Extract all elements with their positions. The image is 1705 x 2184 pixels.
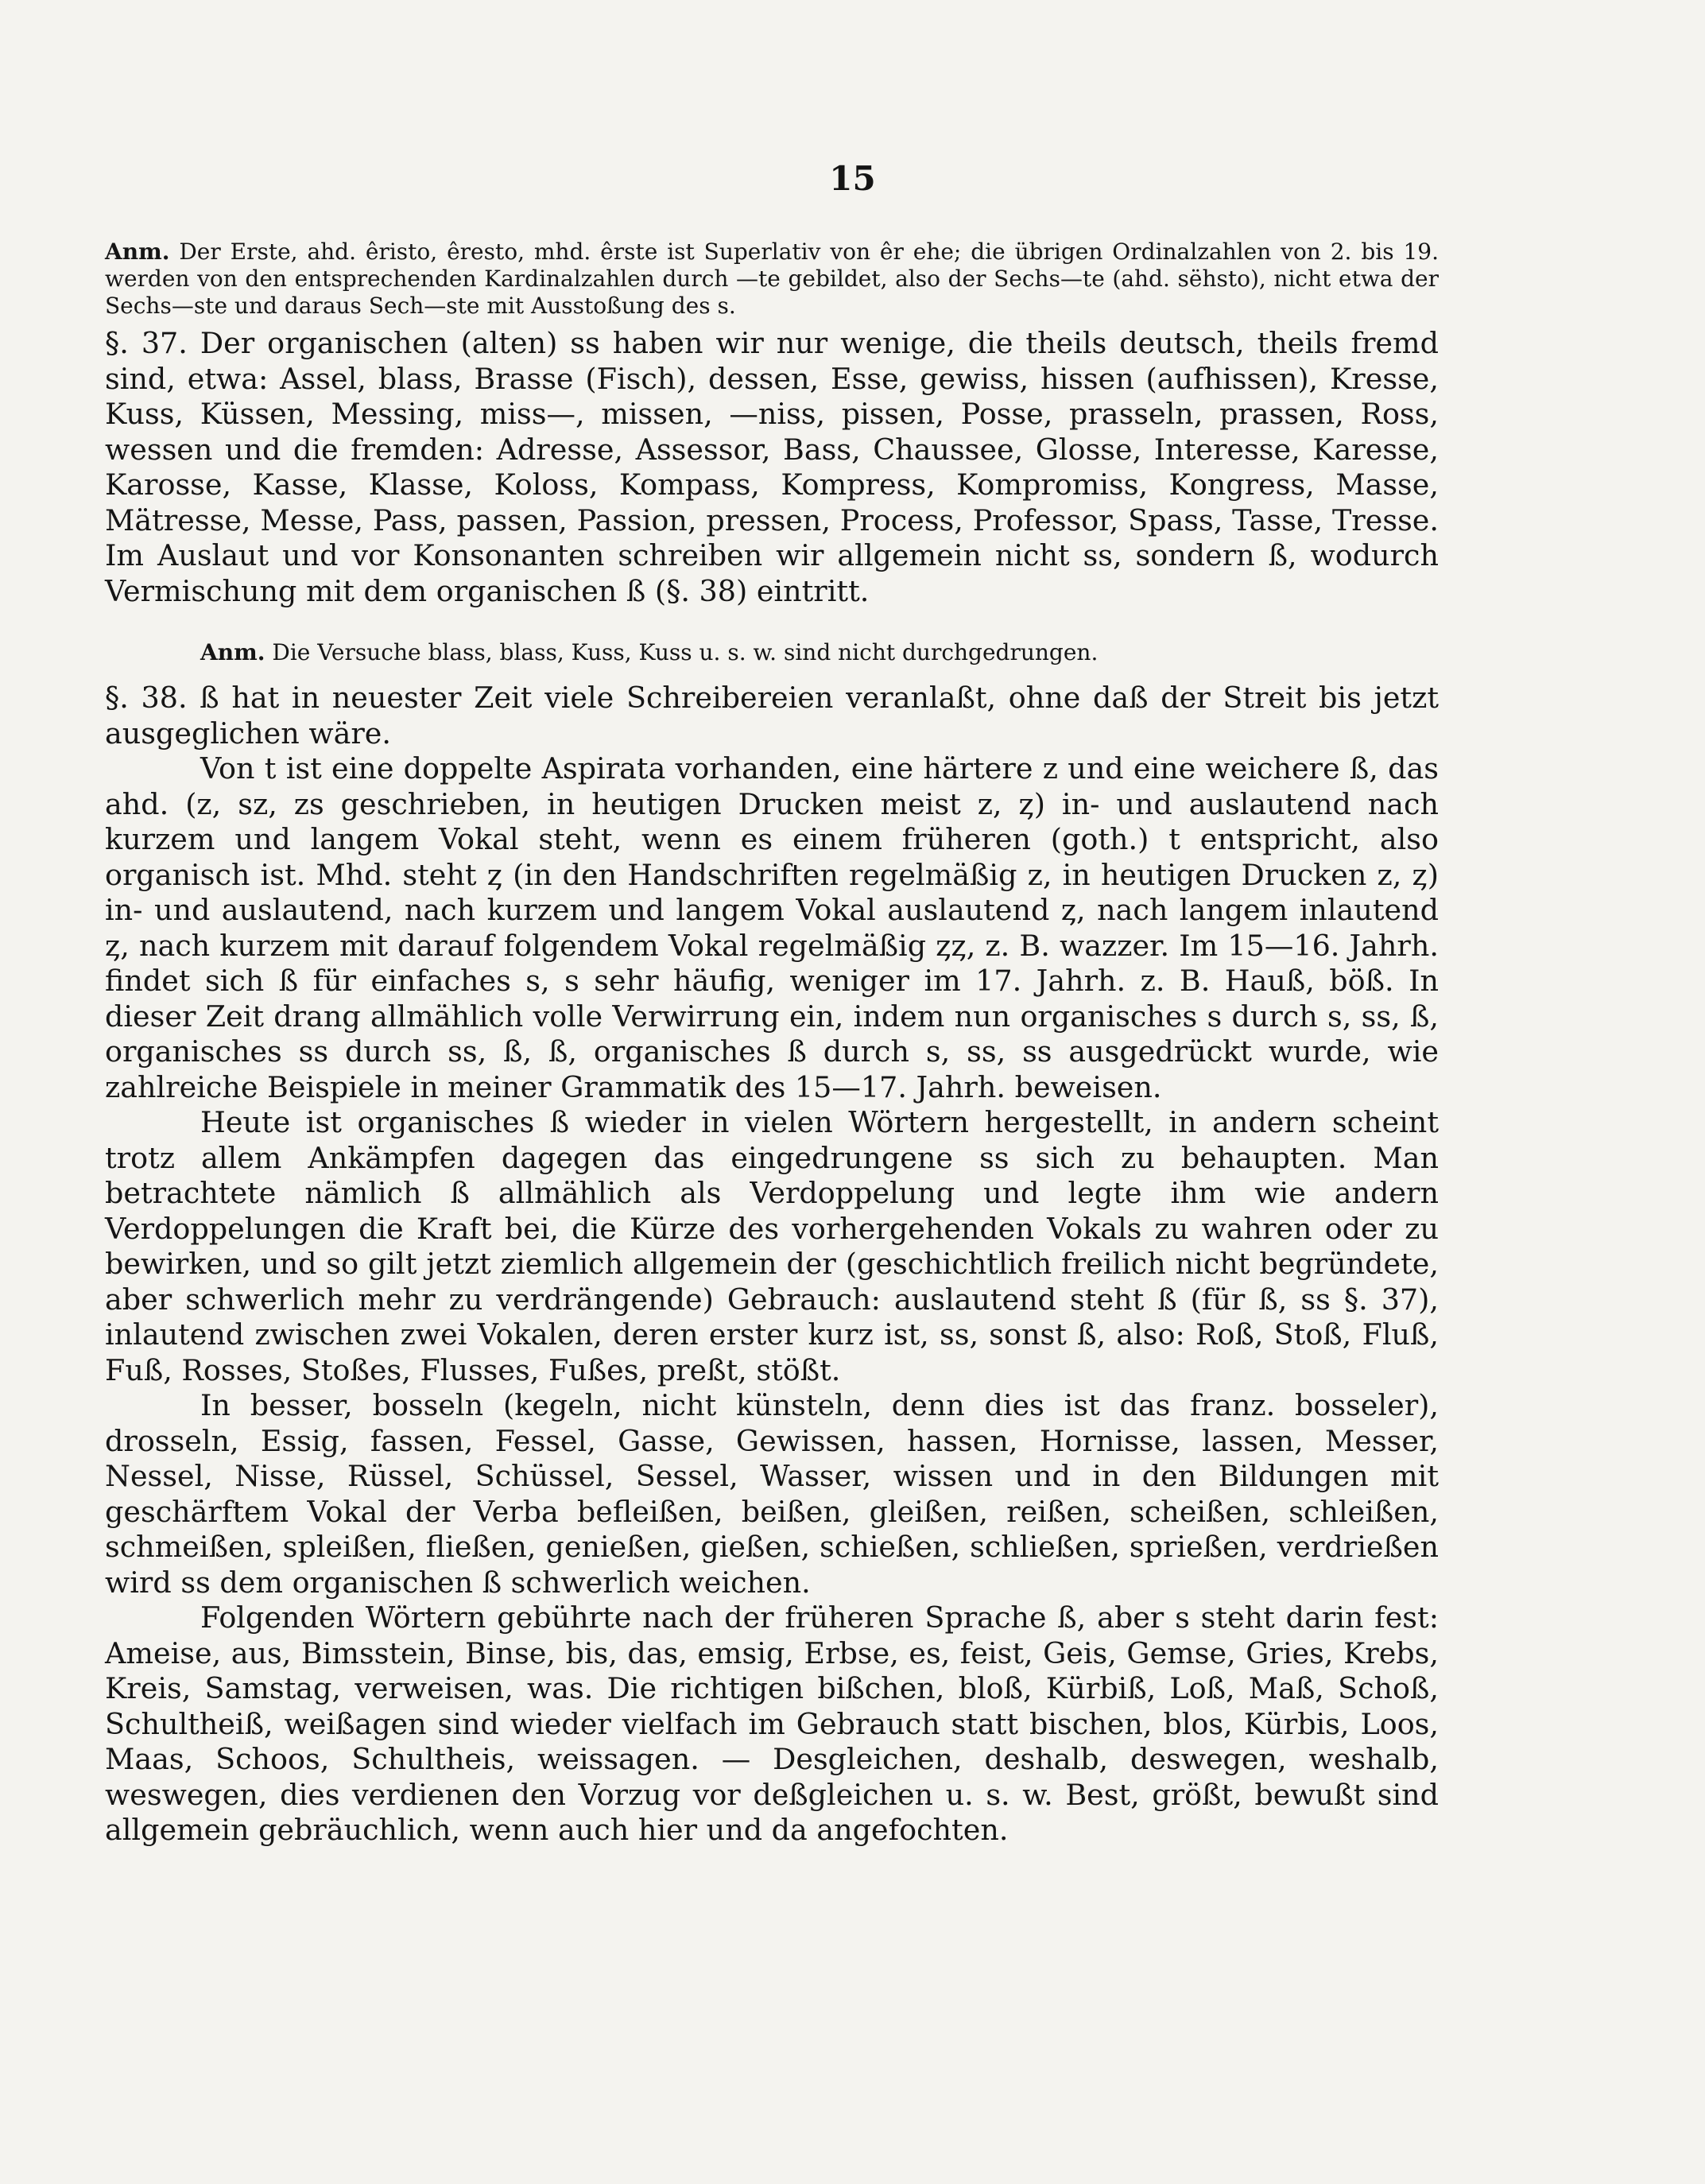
section-38-paragraph: Heute ist organisches ß wieder in vielen Wörtern hergestellt, in andern scheint trotz allem Ankämpfen dagegen das eingedrungene ss sich zu behaupten. Man betrachtete nämlich ß allmählich als Verdoppelung und legte ihm wie andern Verdoppelungen die Kraft bei, die Kürze des vorhergehenden Vokals zu wahren oder zu bewirken, und so gilt jetzt ziemlich allgemein der (geschichtlich freilich nicht begründete, aber schwerlich mehr zu verdrängende) Gebrauch: auslautend steht ß (für ß, ss §. 37), inlautend zwischen zwei Vokalen, deren erster kurz ist, ss, sonst ß, also: Roß, Stoß, Fluß, Fuß, Rosses, Stoßes, Flusses, Fußes, preßt, stößt. [105, 1105, 1439, 1387]
section-37-label: §. 37. [105, 326, 188, 360]
page-number: 15 [829, 159, 876, 198]
section-38-intro-text: ß hat in neuester Zeit viele Schreibereien veranlaßt, ohne daß der Streit bis jetzt ausgeglichen wäre. [105, 681, 1439, 751]
section-37-text: Der organischen (alten) ss haben wir nur wenige, die theils deutsch, theils fremd sind, etwa: Assel, blass, Brasse (Fisch), dessen, Esse, gewiss, hissen (aufhissen), Kresse, Kuss, Küssen, Messing, miss—, missen, —niss, pissen, Posse, prasseln, prassen, Ross, wessen und die fremden: Adresse, Assessor, Bass, Chaussee, Glosse, Interesse, Karesse, Karosse, Kasse, Klasse, Koloss, Kompass, Kompress, Kompromiss, Kongress, Masse, Mätresse, Messe, Pass, passen, Passion, pressen, Process, Professor, Spass, Tasse, Tresse. Im Auslaut und vor Konsonanten schreiben wir allgemein nicht ss, sondern ß, wodurch Vermischung mit dem organischen ß (§. 38) eintritt. [105, 326, 1439, 608]
note-failed-attempts [105, 639, 1439, 666]
section-38-label: §. 38. [105, 681, 188, 715]
note-label: Anm. [105, 239, 170, 265]
note-paragraph [105, 639, 1439, 666]
section-38-paragraph: Von t ist eine doppelte Aspirata vorhanden, eine härtere z und eine weichere ß, das ahd. (z, sz, zs geschrieben, in heutigen Drucken meist z, ȥ) in- und auslautend nach kurzem und langem Vokal steht, wenn es einem früheren (goth.) t entspricht, also organisch ist. Mhd. steht ȥ (in den Handschriften regelmäßig z, in heutigen Drucken z, ȥ) in- und auslautend, nach kurzem und langem Vokal auslautend ȥ, nach langem inlautend ȥ, nach kurzem mit darauf folgendem Vokal regelmäßig ȥȥ, z. B. wazzer. Im 15—16. Jahrh. findet sich ß für einfaches s, s sehr häufig, weniger im 17. Jahrh. z. B. Hauß, böß. In dieser Zeit drang allmählich volle Verwirrung ein, indem nun organisches s durch s, ss, ß, organisches ss durch ss, ß, ß, organisches ß durch s, ss, ss ausgedrückt wurde, wie zahlreiche Beispiele in meiner Grammatik des 15—17. Jahrh. beweisen. [105, 751, 1439, 1104]
note-text: Die Versuche blass, blass, Kuss, Kuss u. s. w. sind nicht durchgedrungen. [272, 639, 1099, 665]
section-37-paragraph [105, 326, 1439, 609]
note-ordinal-numbers [105, 239, 1439, 320]
section-38-paragraph: Folgenden Wörtern gebührte nach der früheren Sprache ß, aber s steht darin fest: Ameise, aus, Bimsstein, Binse, bis, das, emsig, Erbse, es, feist, Geis, Gemse, Gries, Krebs, Kreis, Samstag, verweisen, was. Die richtigen bißchen, bloß, Kürbiß, Loß, Maß, Schoß, Schultheiß, weißagen sind wieder vielfach im Gebrauch statt bischen, blos, Kürbis, Loos, Maas, Schoos, Schultheis, weissagen. — Desgleichen, deshalb, deswegen, weshalb, weswegen, dies verdienen den Vorzug vor deßgleichen u. s. w. Best, größt, bewußt sind allgemein gebräuchlich, wenn auch hier und da angefochten. [105, 1600, 1439, 1847]
note-paragraph [105, 239, 1439, 320]
section-37 [105, 326, 1439, 609]
section-38 [105, 681, 1439, 1848]
note-text: Der Erste, ahd. êristo, êresto, mhd. êrste ist Superlativ von êr ehe; die übrigen Ordinalzahlen von 2. bis 19. werden von den entsprechenden Kardinalzahlen durch —te gebildet, also der Sechs—te (ahd. sëhsto), nicht etwa der Sechs—ste und daraus Sech—ste mit Ausstoßung des s. [105, 239, 1439, 319]
section-38-paragraph: In besser, bosseln (kegeln, nicht künsteln, denn dies ist das franz. bosseler), drosseln, Essig, fassen, Fessel, Gasse, Gewissen, hassen, Hornisse, lassen, Messer, Nessel, Nisse, Rüssel, Schüssel, Sessel, Wasser, wissen und in den Bildungen mit geschärftem Vokal der Verba befleißen, beißen, gleißen, reißen, scheißen, schleißen, schmeißen, spleißen, fließen, genießen, gießen, schießen, schließen, sprießen, verdrießen wird ss dem organischen ß schwerlich weichen. [105, 1388, 1439, 1600]
section-38-intro [105, 681, 1439, 751]
note-label: Anm. [200, 639, 265, 665]
